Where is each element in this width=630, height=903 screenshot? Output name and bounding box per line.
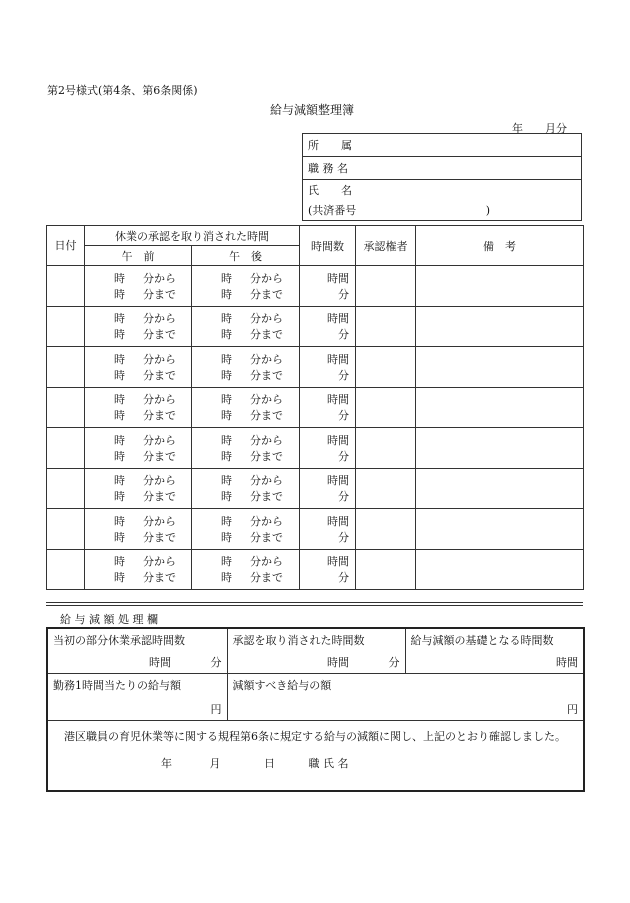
- job-title-label: 職 務 名: [303, 157, 582, 180]
- form-number: 第2号様式(第4条、第6条関係): [47, 84, 198, 97]
- pm-time-cell[interactable]: [192, 347, 300, 388]
- pm-to-minute: 分まで: [250, 490, 283, 504]
- pm-to-hour: 時: [221, 530, 232, 544]
- am-from-hour: 時: [114, 555, 125, 569]
- table-row: [47, 306, 584, 347]
- month-label: 月分: [545, 122, 567, 135]
- am-to-minute: 分まで: [143, 449, 176, 463]
- pm-time-cell[interactable]: [192, 266, 300, 307]
- am-from-minute: 分から: [143, 271, 176, 285]
- hours-cell[interactable]: [300, 266, 356, 307]
- remarks-cell[interactable]: [416, 266, 584, 307]
- am-from-minute: 分から: [143, 555, 176, 569]
- am-to-hour: 時: [114, 368, 125, 382]
- hours-unit: 時間: [327, 514, 349, 528]
- table-row: [47, 347, 584, 388]
- name-label: 氏 名: [303, 180, 582, 201]
- am-to-minute: 分まで: [143, 490, 176, 504]
- table-row: [47, 468, 584, 509]
- pm-from-minute: 分から: [250, 393, 283, 407]
- page-title: 給与減額整理簿: [270, 103, 355, 117]
- hours-cell[interactable]: [300, 306, 356, 347]
- pm-time-cell[interactable]: [192, 468, 300, 509]
- hours-cell[interactable]: [300, 387, 356, 428]
- signer-label: 職 氏 名: [308, 757, 349, 770]
- confirm-year: 年: [161, 757, 172, 770]
- minutes-unit: 分: [338, 490, 349, 504]
- employee-info-table: [302, 133, 582, 221]
- pm-from-minute: 分から: [250, 433, 283, 447]
- cancelled-time-header: 休業の承認を取り消された時間: [85, 226, 300, 246]
- hours-unit: 時間: [327, 474, 349, 488]
- pm-to-hour: 時: [221, 409, 232, 423]
- am-from-minute: 分から: [143, 474, 176, 488]
- pm-from-hour: 時: [221, 352, 232, 366]
- am-time-cell[interactable]: [85, 306, 192, 347]
- am-from-hour: 時: [114, 393, 125, 407]
- separator-line-1: [46, 602, 583, 603]
- table-row: [47, 266, 584, 307]
- remarks-cell[interactable]: [416, 347, 584, 388]
- pm-to-hour: 時: [221, 368, 232, 382]
- am-to-hour: 時: [114, 490, 125, 504]
- initial-hours-unit: 時間: [149, 656, 171, 669]
- pm-to-hour: 時: [221, 287, 232, 301]
- pm-to-minute: 分まで: [250, 287, 283, 301]
- pm-time-cell[interactable]: [192, 509, 300, 550]
- processing-table: [46, 627, 585, 792]
- remarks-cell[interactable]: [416, 468, 584, 509]
- confirm-month: 月: [209, 757, 221, 770]
- pm-to-minute: 分まで: [250, 571, 283, 585]
- remarks-cell[interactable]: [416, 509, 584, 550]
- minutes-unit: 分: [338, 368, 349, 382]
- hours-unit: 時間: [327, 271, 349, 285]
- am-from-hour: 時: [114, 514, 125, 528]
- mutual-aid-label: (共済番号: [308, 204, 357, 217]
- reduction-amount-yen: 円: [567, 703, 578, 716]
- am-time-cell[interactable]: [85, 509, 192, 550]
- pm-to-minute: 分まで: [250, 328, 283, 342]
- am-time-cell[interactable]: [85, 266, 192, 307]
- mutual-aid-close: ): [485, 204, 491, 217]
- separator-line-2: [46, 605, 583, 606]
- date-cell[interactable]: [47, 468, 85, 509]
- am-from-minute: 分から: [143, 433, 176, 447]
- am-from-hour: 時: [114, 433, 125, 447]
- pm-from-minute: 分から: [250, 555, 283, 569]
- approver-cell[interactable]: [356, 306, 416, 347]
- confirmation-text: 港区職員の育児休業等に関する規程第6条に規定する給与の減額に関し、上記のとおり確認しました。: [64, 730, 566, 743]
- remarks-cell[interactable]: [416, 428, 584, 469]
- remarks-cell[interactable]: [416, 387, 584, 428]
- processing-title: 給 与 減 額 処 理 欄: [60, 613, 158, 626]
- am-to-hour: 時: [114, 449, 125, 463]
- remarks-cell[interactable]: [416, 306, 584, 347]
- hourly-wage-label: 勤務1時間当たりの給与額: [53, 679, 181, 692]
- date-header: 日付: [47, 226, 85, 266]
- am-from-hour: 時: [114, 352, 125, 366]
- am-to-minute: 分まで: [143, 530, 176, 544]
- year-label: 年: [512, 122, 523, 135]
- am-header: 午 前: [85, 246, 192, 266]
- pm-header: 午 後: [192, 246, 300, 266]
- pm-to-hour: 時: [221, 328, 232, 342]
- approver-cell[interactable]: [356, 387, 416, 428]
- hours-cell[interactable]: [300, 347, 356, 388]
- pm-to-minute: 分まで: [250, 449, 283, 463]
- pm-from-minute: 分から: [250, 312, 283, 326]
- minutes-unit: 分: [338, 328, 349, 342]
- hours-unit: 時間: [327, 555, 349, 569]
- approver-cell[interactable]: [356, 509, 416, 550]
- am-time-cell[interactable]: [85, 347, 192, 388]
- am-to-minute: 分まで: [143, 368, 176, 382]
- hours-unit: 時間: [327, 312, 349, 326]
- am-time-cell[interactable]: [85, 549, 192, 590]
- cancelled-minutes-unit: 分: [388, 656, 400, 669]
- pm-to-minute: 分まで: [250, 530, 283, 544]
- hourly-wage-cell: [47, 674, 227, 721]
- cancellation-table: [46, 225, 584, 590]
- table-row: [47, 428, 584, 469]
- pm-from-hour: 時: [221, 514, 232, 528]
- am-to-minute: 分まで: [143, 409, 176, 423]
- date-cell[interactable]: [47, 306, 85, 347]
- minutes-unit: 分: [338, 571, 349, 585]
- approver-cell[interactable]: [356, 266, 416, 307]
- am-from-hour: 時: [114, 312, 125, 326]
- table-row: [47, 509, 584, 550]
- confirmation-cell: [47, 721, 584, 791]
- mutual-aid-number-row: [303, 200, 582, 221]
- am-time-cell[interactable]: [85, 387, 192, 428]
- minutes-unit: 分: [338, 449, 349, 463]
- am-to-hour: 時: [114, 409, 125, 423]
- base-hours-unit: 時間: [556, 656, 578, 669]
- cancelled-hours-unit: 時間: [327, 656, 349, 669]
- cancelled-hours-label: 承認を取り消された時間数: [232, 634, 365, 647]
- pm-from-minute: 分から: [250, 352, 283, 366]
- pm-to-minute: 分まで: [250, 368, 283, 382]
- approver-cell[interactable]: [356, 468, 416, 509]
- am-time-cell[interactable]: [85, 468, 192, 509]
- remarks-cell[interactable]: [416, 549, 584, 590]
- table-row: [47, 387, 584, 428]
- initial-hours-label: 当初の部分休業承認時間数: [53, 634, 185, 647]
- am-to-hour: 時: [114, 328, 125, 342]
- pm-time-cell[interactable]: [192, 428, 300, 469]
- approver-cell[interactable]: [356, 428, 416, 469]
- pm-from-hour: 時: [221, 474, 232, 488]
- am-from-hour: 時: [114, 271, 125, 285]
- minutes-unit: 分: [338, 530, 349, 544]
- pm-to-hour: 時: [221, 449, 232, 463]
- hours-header: 時間数: [300, 226, 356, 266]
- hours-unit: 時間: [327, 433, 349, 447]
- hours-cell[interactable]: [300, 509, 356, 550]
- pm-from-minute: 分から: [250, 514, 283, 528]
- pm-from-minute: 分から: [250, 474, 283, 488]
- table-row: [47, 549, 584, 590]
- pm-from-hour: 時: [221, 271, 232, 285]
- hours-cell[interactable]: [300, 468, 356, 509]
- base-hours-label: 給与減額の基礎となる時間数: [410, 634, 554, 647]
- am-from-minute: 分から: [143, 352, 176, 366]
- am-to-minute: 分まで: [143, 287, 176, 301]
- cancelled-hours-cell: [227, 628, 405, 674]
- initial-hours-cell: [47, 628, 227, 674]
- date-cell[interactable]: [47, 347, 85, 388]
- base-hours-cell: [405, 628, 584, 674]
- hours-cell[interactable]: [300, 549, 356, 590]
- confirm-day: 日: [264, 757, 275, 770]
- initial-minutes-unit: 分: [210, 656, 222, 669]
- hours-unit: 時間: [327, 393, 349, 407]
- hourly-wage-yen: 円: [210, 703, 222, 716]
- date-cell[interactable]: [47, 387, 85, 428]
- remarks-header: 備 考: [416, 226, 584, 266]
- date-cell[interactable]: [47, 549, 85, 590]
- am-from-minute: 分から: [143, 312, 176, 326]
- am-to-hour: 時: [114, 530, 125, 544]
- pm-time-cell[interactable]: [192, 306, 300, 347]
- pm-time-cell[interactable]: [192, 387, 300, 428]
- pm-from-hour: 時: [221, 433, 232, 447]
- date-cell[interactable]: [47, 266, 85, 307]
- am-to-hour: 時: [114, 287, 125, 301]
- date-cell[interactable]: [47, 428, 85, 469]
- pm-from-hour: 時: [221, 393, 232, 407]
- am-to-minute: 分まで: [143, 571, 176, 585]
- minutes-unit: 分: [338, 409, 349, 423]
- am-to-minute: 分まで: [143, 328, 176, 342]
- approver-header: 承認権者: [356, 226, 416, 266]
- pm-to-hour: 時: [221, 571, 232, 585]
- date-cell[interactable]: [47, 509, 85, 550]
- hours-unit: 時間: [327, 352, 349, 366]
- pm-from-hour: 時: [221, 312, 232, 326]
- hours-cell[interactable]: [300, 428, 356, 469]
- reduction-amount-cell: [227, 674, 584, 721]
- minutes-unit: 分: [338, 287, 349, 301]
- pm-from-hour: 時: [221, 555, 232, 569]
- am-from-hour: 時: [114, 474, 125, 488]
- approver-cell[interactable]: [356, 347, 416, 388]
- am-from-minute: 分から: [143, 393, 176, 407]
- pm-time-cell[interactable]: [192, 549, 300, 590]
- affiliation-label: 所 属: [303, 134, 582, 157]
- am-time-cell[interactable]: [85, 428, 192, 469]
- am-from-minute: 分から: [143, 514, 176, 528]
- pm-from-minute: 分から: [250, 271, 283, 285]
- pm-to-minute: 分まで: [250, 409, 283, 423]
- reduction-amount-label: 減額すべき給与の額: [232, 679, 332, 692]
- am-to-hour: 時: [114, 571, 125, 585]
- pm-to-hour: 時: [221, 490, 232, 504]
- approver-cell[interactable]: [356, 549, 416, 590]
